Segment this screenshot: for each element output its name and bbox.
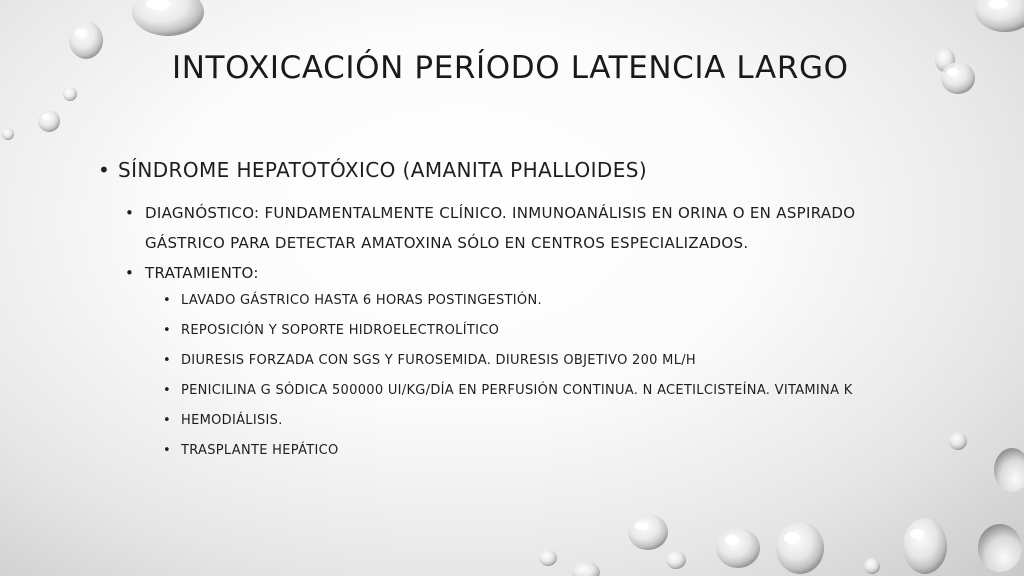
- treatment-item: [163, 443, 339, 458]
- treatment-item: [163, 383, 853, 398]
- bullet: •: [163, 353, 171, 368]
- treatment-item-text: HEMODIÁLISIS.: [181, 413, 283, 428]
- treatment-item: [163, 353, 696, 368]
- main-point-text: SÍNDROME HEPATOTÓXICO (AMANITA PHALLOIDES): [118, 158, 648, 182]
- treatment-item: [163, 413, 283, 428]
- sub-point-text: TRATAMIENTO:: [145, 264, 259, 282]
- treatment-item-text: TRASPLANTE HEPÁTICO: [181, 443, 339, 458]
- sub-point-tratamiento: [125, 258, 905, 288]
- treatment-item: [163, 293, 542, 308]
- bullet: •: [163, 293, 171, 308]
- main-point: [98, 158, 648, 182]
- bullet: •: [163, 443, 171, 458]
- treatment-item: [163, 323, 500, 338]
- sub-point-diagnostico: [125, 198, 905, 258]
- treatment-item-text: REPOSICIÓN Y SOPORTE HIDROELECTROLÍTICO: [181, 323, 500, 338]
- bullet: •: [163, 383, 171, 398]
- bullet: •: [163, 323, 171, 338]
- treatment-item-text: LAVADO GÁSTRICO HASTA 6 HORAS POSTINGESTIÓN.: [181, 293, 542, 308]
- bullet: •: [125, 204, 135, 222]
- slide-title: INTOXICACIÓN PERÍODO LATENCIA LARGO: [172, 50, 849, 86]
- bullet: •: [125, 264, 135, 282]
- treatment-item-text: DIURESIS FORZADA CON SGS Y FUROSEMIDA. DIURESIS OBJETIVO 200 ML/H: [181, 353, 696, 368]
- bullet: •: [163, 413, 171, 428]
- treatment-item-text: PENICILINA G SÓDICA 500000 UI/KG/DÍA EN PERFUSIÓN CONTINUA. N ACETILCISTEÍNA. VITAMINA K: [181, 383, 853, 398]
- bullet: •: [98, 158, 111, 182]
- sub-point-text: DIAGNÓSTICO: FUNDAMENTALMENTE CLÍNICO. INMUNOANÁLISIS EN ORINA O EN ASPIRADO GÁSTRICO PARA DETECTAR AMATOXINA SÓLO EN CENTROS ESPECIALIZADOS.: [145, 204, 856, 252]
